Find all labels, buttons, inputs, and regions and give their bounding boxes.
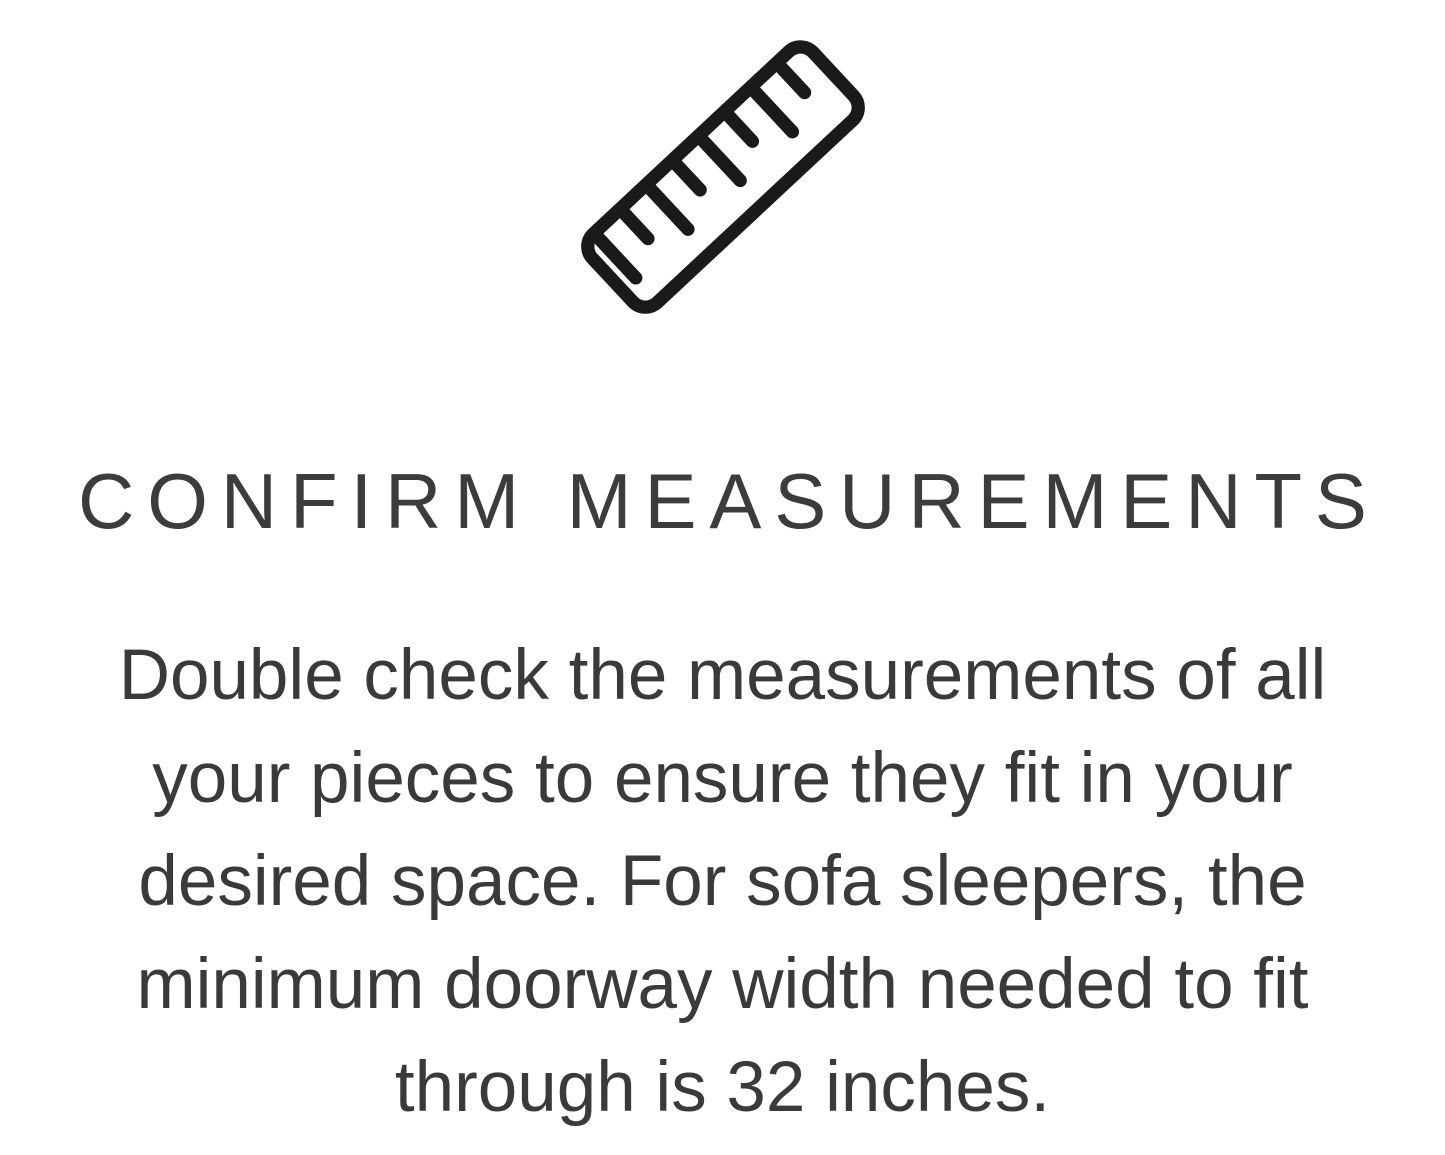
- ruler-icon: [570, 22, 876, 328]
- section-heading: CONFIRM MEASUREMENTS: [78, 457, 1380, 545]
- section-description: Double check the measurements of all your pieces to ensure they fit in your desired space. For sofa sleepers, the minimum doorway width needed to fit through is 32 inches.: [118, 636, 1327, 1127]
